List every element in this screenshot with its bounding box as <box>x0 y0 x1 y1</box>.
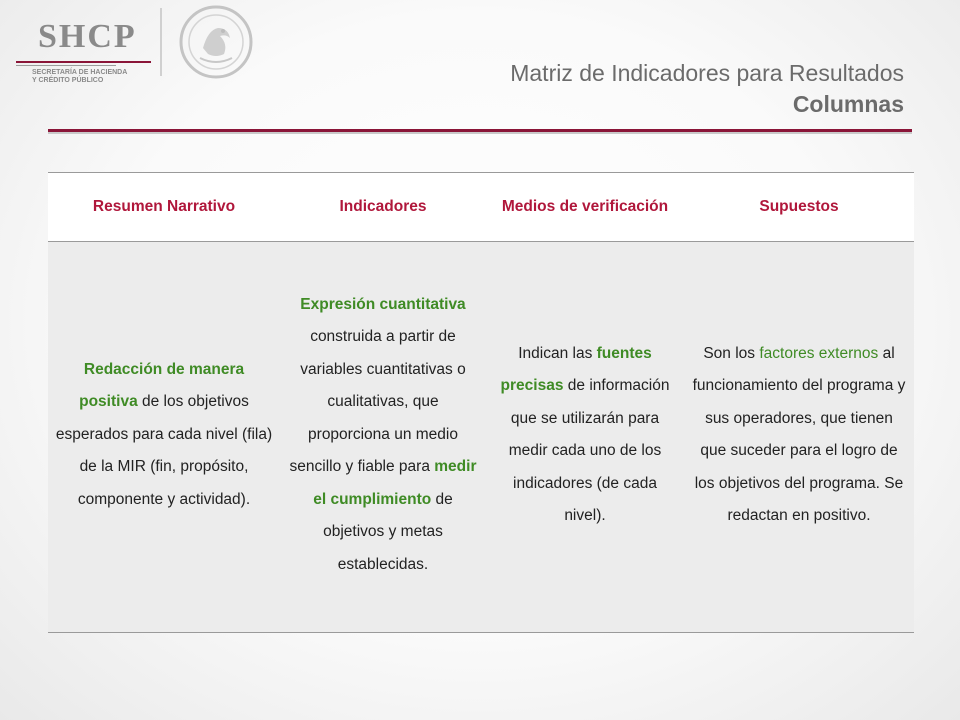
national-seal-icon <box>178 4 254 80</box>
cell-text-segment: factores externos <box>759 344 879 362</box>
cell-text-segment: al funcionamiento del programa y sus operadores, que tienen que suceder para el logro de los objetivos del programa. Se redactan en positivo. <box>692 344 906 524</box>
column-header-indicadores: Indicadores <box>280 173 486 242</box>
shcp-logo <box>8 16 148 84</box>
cell-text-segment: medir el cumplimiento <box>313 458 477 508</box>
cell-supuestos <box>684 242 914 633</box>
mir-columns-table <box>48 172 914 633</box>
logo-gray-line <box>16 65 116 66</box>
cell-indicadores <box>280 242 486 633</box>
cell-medios-verificacion <box>486 242 684 633</box>
column-header-medios-verificacion: Medios de verificación <box>486 173 684 242</box>
table-row <box>48 242 914 633</box>
cell-text-segment: de los objetivos esperados para cada nivel (fila) de la MIR (fin, propósito, componente y actividad). <box>55 393 273 508</box>
column-header-supuestos: Supuestos <box>684 173 914 242</box>
cell-text-segment: de información que se utilizarán para medir cada uno de los indicadores (de cada nivel). <box>508 377 670 524</box>
cell-text-segment: de objetivos y metas establecidas. <box>323 490 453 573</box>
shcp-logo-text: SHCP <box>38 18 137 55</box>
cell-resumen-narrativo <box>48 242 280 633</box>
page-title: Matriz de Indicadores para Resultados <box>510 60 904 86</box>
logo-subtitle-line2: Y CRÉDITO PÚBLICO <box>32 77 104 84</box>
logo-accent-line <box>16 61 151 63</box>
logo-divider <box>160 8 162 76</box>
table-header-row <box>48 173 914 242</box>
page-subtitle: Columnas <box>792 91 904 117</box>
logo-subtitle-line1: SECRETARÍA DE HACIENDA <box>32 69 128 76</box>
cell-text-segment: construida a partir de variables cuantitativas o cualitativas, que proporciona un medio sencillo y fiable para <box>289 328 466 476</box>
title-divider-shadow <box>48 132 912 134</box>
cell-text-segment: Indican las <box>518 344 597 362</box>
cell-text-segment: Expresión cuantitativa <box>300 295 466 313</box>
cell-text-segment: Redacción de manera positiva <box>79 360 245 411</box>
column-header-resumen-narrativo: Resumen Narrativo <box>48 173 280 242</box>
cell-text-segment: fuentes precisas <box>500 344 652 394</box>
cell-text-segment: Son los <box>703 344 760 362</box>
